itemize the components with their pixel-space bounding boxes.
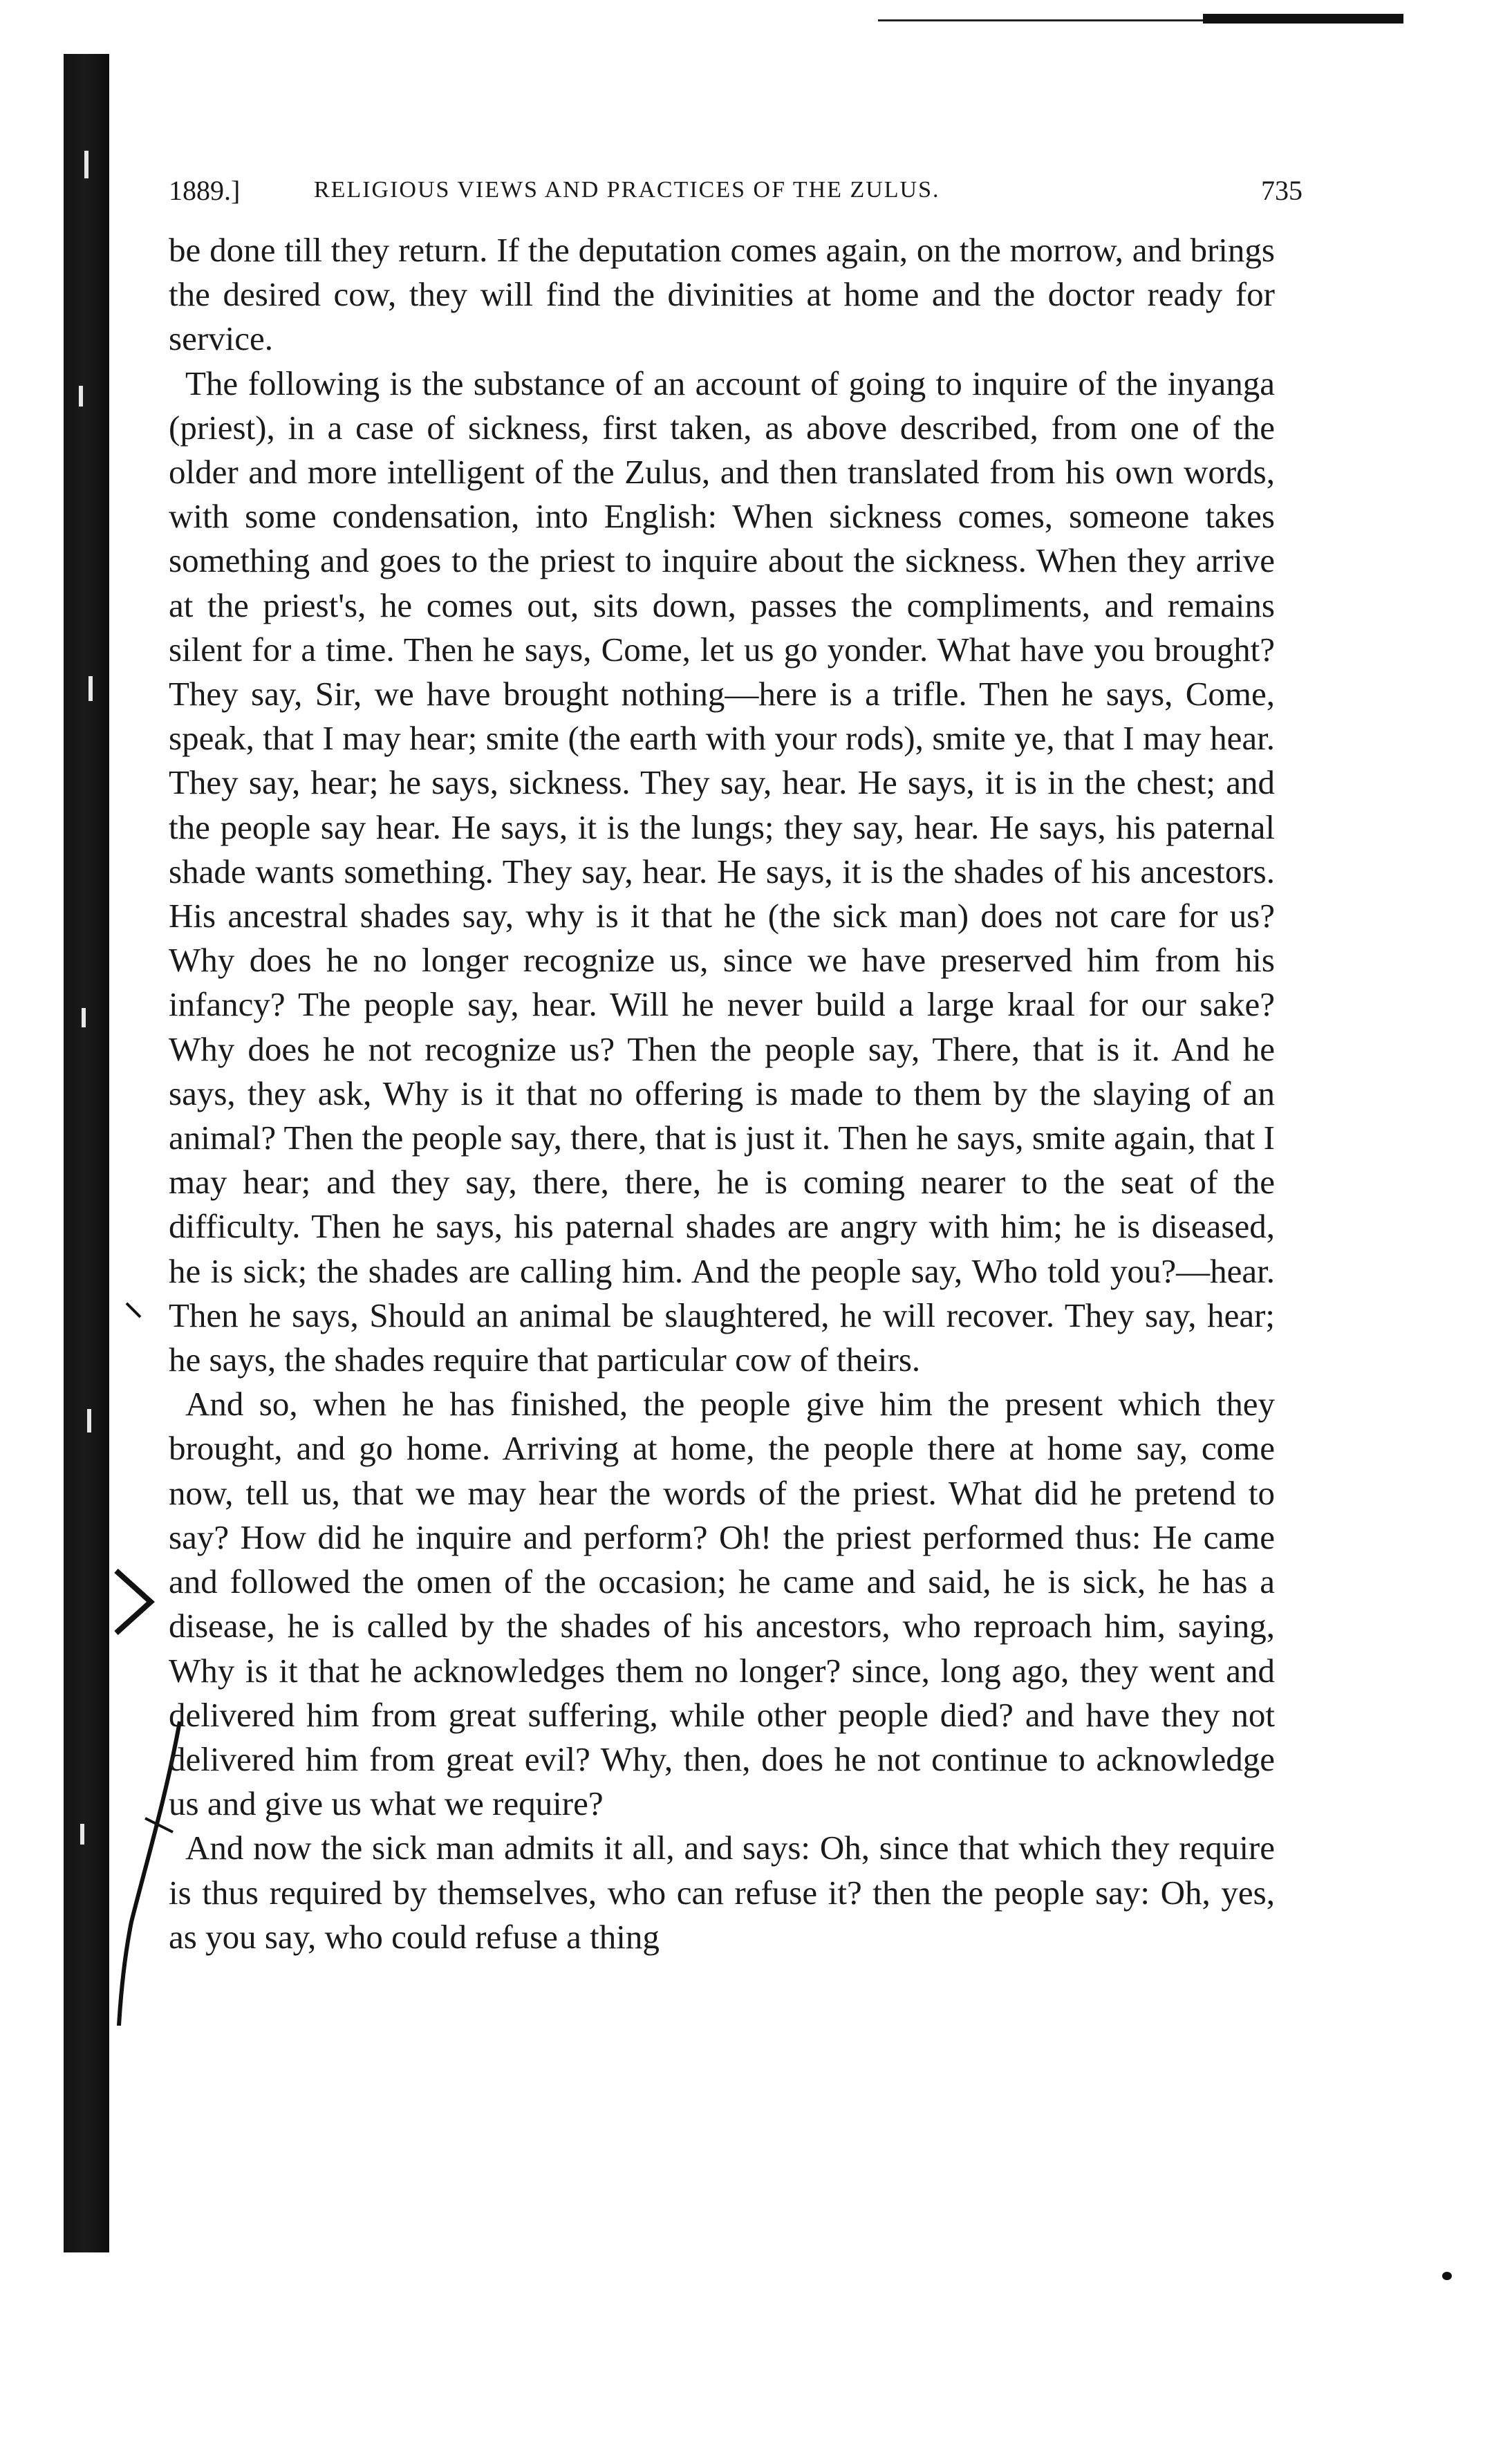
binding-edge: [64, 54, 109, 2252]
margin-tick-mark: [123, 1300, 144, 1320]
binding-hole: [88, 676, 93, 701]
binding-hole: [87, 1409, 91, 1432]
binding-hole: [84, 151, 88, 178]
body-text: [169, 228, 1275, 1959]
paragraph-return-home: And so, when he has finished, the people give him the present which they brought, and go home. Arriving at home, the people there at home say, come now, tell us, that we may hear the words of the priest. What did he pretend to say? How did he inquire and perform? Oh! the priest performed thus: He came and followed the omen of the occasion; he came and said, he is sick, he has a disease, he is called by the shades of his ancestors, who reproach him, saying, Why is it that he acknowledges them no longer? since, long ago, they went and delivered him from great suffering, while other people died? and have they not delivered him from great evil? Why, then, does he not continue to acknowledge us and give us what we require?: [169, 1385, 1275, 1823]
top-rule-thick-bar: [1203, 14, 1403, 24]
ink-speck: [1442, 2272, 1452, 2280]
running-header: [169, 174, 1303, 209]
paragraph-admission: And now the sick man admits it all, and says: Oh, since that which they require is thus required by themselves, who can refuse it? then the people say: Oh, yes, as you say, who could refuse a thing: [169, 1829, 1275, 1956]
paragraph-account: The following is the substance of an account of going to inquire of the inyanga (priest), in a case of sickness, first taken, as above described, from one of the older and more intelligent of the Zulus, and then translated from his own words, with some condensation, into English: When sickness comes, someone takes something and goes to the priest to inquire about the sickness. When they arrive at the priest's, he comes out, sits down, passes the compliments, and remains silent for a time. Then he says, Come, let us go yonder. What have you brought? They say, Sir, we have brought nothing—here is a trifle. Then he says, Come, speak, that I may hear; smite (the earth with your rods), smite ye, that I may hear. They say, hear; he says, sickness. They say, hear. He says, it is in the chest; and the people say hear. He says, it is the lungs; they say, hear. He says, his paternal shade wants something. They say, hear. He says, it is the shades of his ancestors. His ancestral shades say, why is it that he (the sick man) does not care for us? Why does he no longer recognize us, since we have preserved him from his infancy? The people say, hear. Will he never build a large kraal for our sake? Why does he not recognize us? Then the people say, There, that is it. And he says, they ask, Why is it that no offering is made to them by the slaying of an animal? Then the people say, there, that is just it. Then he says, smite again, that I may hear; and they say, there, there, he is coming nearer to the seat of the difficulty. Then he says, his paternal shades are angry with him; he is diseased, he is sick; the shades are calling him. And the people say, Who told you?—hear. Then he says, Should an animal be slaughtered, he will recover. They say, hear; he says, the shades require that particular cow of theirs.: [169, 364, 1275, 1379]
margin-bracket-mark: [109, 1564, 165, 1640]
binding-hole: [82, 1008, 86, 1027]
top-edge-rule: [878, 14, 1403, 24]
page-number: 735: [1261, 175, 1303, 206]
header-year: 1889.]: [169, 175, 241, 206]
binding-hole: [79, 386, 83, 407]
paragraph-continuation: be done till they return. If the deputation comes again, on the morrow, and brings the desired cow, they will find the divinities at home and the doctor ready for service.: [169, 231, 1275, 358]
header-title: RELIGIOUS VIEWS AND PRACTICES OF THE ZULUS.: [314, 177, 940, 203]
binding-hole: [80, 1824, 84, 1845]
